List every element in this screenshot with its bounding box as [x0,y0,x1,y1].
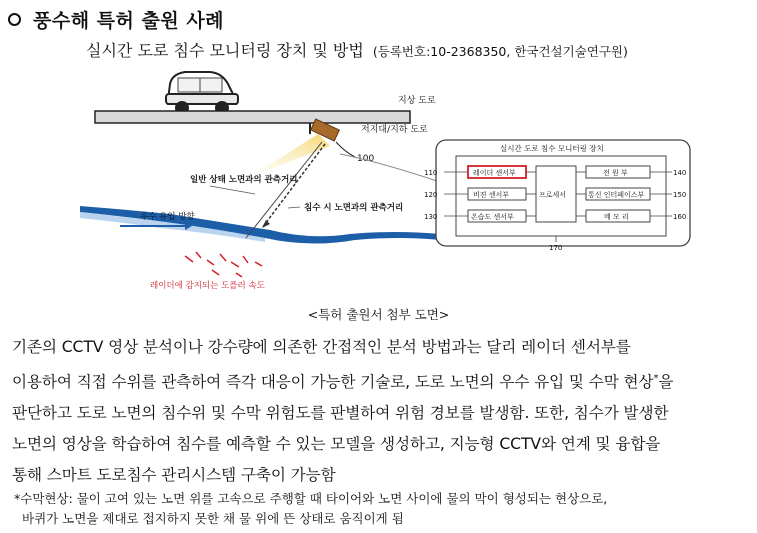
flood-distance-label: 침수 시 노면과의 관측거리 [304,203,404,213]
footnote-line: *수막현상: 물이 고여 있는 노면 위를 고속으로 주행할 때 타이어와 노면 사이에 물의 막이 형성되는 현상으로, [14,491,608,506]
patent-title [86,38,628,61]
ground-road-label: 지상 도로 [398,96,436,106]
footnote [14,489,754,529]
normal-distance-label: 일반 상태 노면과의 관측거리 [190,175,298,185]
radar-beam [250,134,330,177]
block-diagram [424,140,690,252]
patent-registration: (등록번호:10-2368350, 한국건설기술연구원) [372,44,628,59]
block-title: 실시간 도로 침수 모니터링 장치 [500,144,604,153]
doppler-label: 레이더에 감지되는 도플러 속도 [150,281,265,291]
body-line: 기존의 CCTV 영상 분석이나 강수량에 의존한 간접적인 분석 방법과는 달리 레이더 센서부를 [12,338,631,356]
svg-text:온습도 센서부: 온습도 센서부 [471,213,514,221]
svg-text:170: 170 [549,244,563,252]
svg-text:130: 130 [424,213,438,221]
car-icon [166,72,238,115]
footnote-line: 바퀴가 노면을 제대로 접지하지 못한 채 물 위에 뜬 상태로 움직이게 됨 [22,511,404,526]
svg-text:메 모 리: 메 모 리 [604,213,629,221]
figure-caption: <특허 출원서 첨부 도면> [307,307,450,322]
svg-text:전 원 부: 전 원 부 [603,169,628,177]
ground-road-deck [95,111,410,123]
svg-text:프로세서: 프로세서 [539,191,567,199]
doppler-arrows [185,252,262,277]
underpass-label: 저지대/지하 도로 [361,125,428,135]
inflow-direction-label: 우수 유입 방향 [140,212,195,222]
svg-text:160: 160 [673,213,687,221]
patent-figure [0,62,757,302]
section-heading [8,6,224,33]
patent-name: 실시간 도로 침수 모니터링 장치 및 방법 [86,41,364,60]
svg-text:통신 인터페이스부: 통신 인터페이스부 [588,191,645,199]
svg-text:150: 150 [673,191,687,199]
svg-text:140: 140 [673,169,687,177]
heading-text: 풍수해 특허 출원 사례 [33,10,225,32]
body-line: 판단하고 도로 노면의 침수위 및 수막 위험도를 판별하여 위험 경보를 발생함. 또한, 침수가 발생한 [12,404,669,423]
body-line: 통해 스마트 도로침수 관리시스템 구축이 가능함 [12,466,336,485]
ref-100: 100 [357,154,375,164]
body-line: 노면의 영상을 학습하여 침수를 예측할 수 있는 모델을 생성하고, 지능형 CCTV와 연계 및 융합을 [12,435,661,454]
svg-text:120: 120 [424,191,438,199]
body-line: 이용하여 직접 수위를 관측하여 즉각 대응이 가능한 기술로, 도로 노면의 우수 유입 및 수막 현상*을 [12,373,674,392]
svg-text:레이더 센서부: 레이더 센서부 [473,169,516,177]
svg-text:비젼 센서부: 비젼 센서부 [473,191,510,199]
description-paragraph [12,332,752,491]
svg-text:110: 110 [424,169,438,177]
circle-bullet-icon [8,13,21,26]
